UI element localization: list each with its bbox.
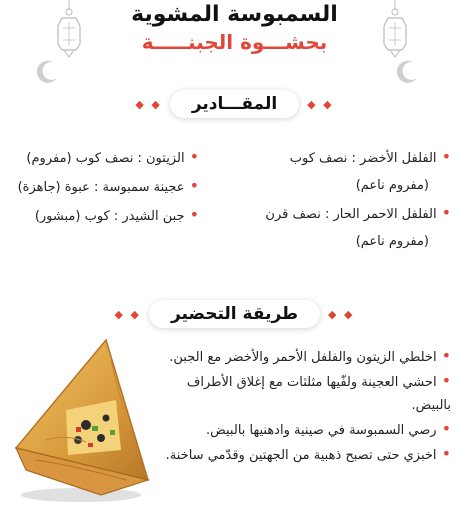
list-item: •اخلطي الزيتون والفلفل الأحمر والأخضر مع الجبن. (169, 346, 451, 365)
bullet-icon: • (441, 444, 451, 463)
ingredients-right-column (265, 143, 451, 255)
decorative-dots-icon: ◆ ◆ (328, 307, 355, 321)
ingredients-heading: المقـــادير (170, 90, 299, 118)
decorative-dots-icon: ◆ ◆ (135, 97, 162, 111)
preparation-heading: طريقة التحضير (149, 300, 320, 328)
list-item: •الزيتون : نصف كوب (مفروم) (26, 147, 199, 166)
bullet-icon: • (441, 346, 451, 365)
list-item: •عجينة سمبوسة : عبوة (جاهزة) (17, 176, 199, 195)
list-item-continuation: (مفروم ناعم) (355, 178, 429, 193)
bullet-icon: • (189, 147, 199, 166)
list-item: •رصي السمبوسة في صينية وادهنيها بالبيض. (205, 419, 451, 438)
bullet-icon: • (441, 419, 451, 438)
ingredients-heading-row (0, 90, 469, 118)
page-title: السمبوسة المشوية (131, 2, 338, 27)
samosa-image (6, 330, 156, 505)
decorative-dots-icon: ◆ ◆ (307, 97, 334, 111)
list-item: •الفلفل الأخضر : نصف كوب (289, 147, 451, 166)
list-item: •جبن الشيدر : كوب (مبشور) (34, 205, 199, 224)
list-item-continuation: (مفروم ناعم) (355, 234, 429, 249)
list-item: •احشي العجينة ولفّيها مثلثات مع إغلاق الأطراف بالبيض. (186, 371, 451, 413)
bullet-icon: • (189, 205, 199, 224)
bullet-icon: • (189, 176, 199, 195)
crescent-moon-icon (33, 58, 61, 86)
list-item: •اخبزي حتى تصبح ذهبية من الجهتين وقدّمي ساخنة. (165, 444, 451, 463)
bullet-icon: • (441, 371, 451, 390)
preparation-heading-row (0, 300, 469, 328)
ingredients-left-column (18, 143, 199, 230)
decorative-dots-icon: ◆ ◆ (114, 307, 141, 321)
bullet-icon: • (441, 203, 451, 222)
preparation-steps (161, 344, 451, 467)
bullet-icon: • (441, 147, 451, 166)
page-subtitle: بحشـــوة الجبنـــــة (141, 30, 328, 54)
crescent-moon-icon (393, 58, 421, 86)
list-item: •الفلفل الاحمر الحار : نصف قرن (265, 203, 451, 222)
